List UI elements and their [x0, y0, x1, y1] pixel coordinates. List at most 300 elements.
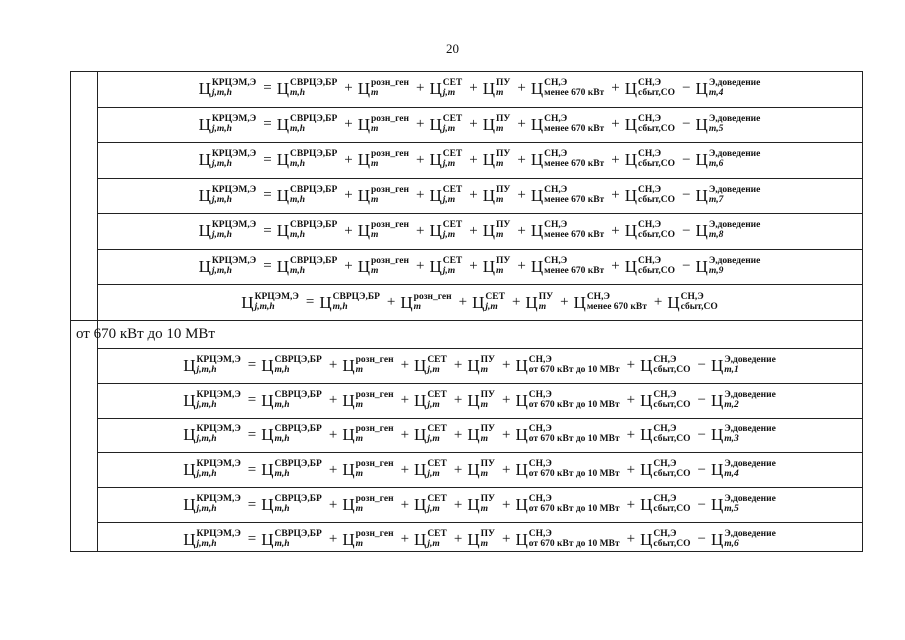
operator: − [697, 531, 706, 548]
price-symbol: Ц [710, 390, 724, 410]
operator: − [682, 258, 691, 275]
subscript: m,h [332, 301, 348, 312]
price-symbol: Ц [429, 78, 442, 98]
subscript: j,m [442, 230, 456, 241]
subscript: m,8 [708, 230, 724, 241]
superscript: розн_ген [371, 220, 409, 231]
superscript: СН,Э [544, 77, 568, 88]
sn-term [531, 221, 606, 241]
price-symbol: Ц [198, 150, 211, 170]
sbyt-term [625, 186, 677, 206]
operator: + [469, 222, 478, 239]
operator: = [263, 116, 272, 133]
price-symbol: Ц [515, 355, 528, 375]
operator: − [697, 392, 706, 409]
sbyt-term [625, 115, 677, 135]
formula-row [98, 522, 863, 557]
dovedenie-term [696, 150, 763, 170]
operator: + [517, 116, 526, 133]
price-symbol: Ц [414, 460, 427, 480]
price-symbol: Ц [515, 495, 528, 515]
subscript: m [371, 265, 379, 276]
price-symbol: Ц [667, 292, 680, 312]
price-symbol: Ц [429, 256, 442, 276]
subscript: j,m,h [196, 504, 217, 515]
price-symbol: Ц [414, 495, 427, 515]
price-symbol: Ц [342, 529, 355, 549]
svrce-term [277, 115, 340, 135]
sbyt-term [640, 460, 692, 480]
superscript: КРЦЭМ,Э [196, 424, 241, 435]
dovedenie-term [696, 221, 763, 241]
superscript: КРЦЭМ,Э [211, 220, 257, 231]
superscript: СЕТ [442, 184, 463, 195]
subscript: менее 670 кВт [544, 87, 605, 98]
operator: = [263, 222, 272, 239]
set-term [429, 79, 464, 99]
subscript: сбыт,СО [637, 87, 676, 98]
rozn-gen-term [342, 356, 395, 376]
lhs-term [199, 186, 259, 206]
operator: = [263, 187, 272, 204]
pu-term [483, 79, 513, 99]
subscript: m,h [274, 434, 290, 445]
operator: + [458, 294, 468, 310]
set-term [429, 186, 464, 206]
subscript: m [496, 123, 504, 134]
subscript: m [480, 434, 488, 445]
rozn-gen-term [342, 391, 395, 411]
price-symbol: Ц [695, 78, 708, 98]
price-symbol: Ц [695, 114, 708, 134]
superscript: СЕТ [427, 494, 447, 505]
pu-term [483, 186, 513, 206]
price-symbol: Ц [357, 185, 371, 205]
pu-term [467, 495, 497, 515]
operator: + [328, 426, 338, 443]
price-symbol: Ц [624, 221, 637, 241]
sbyt-term [625, 221, 677, 241]
sbyt-term [640, 495, 692, 515]
pu-term [467, 425, 497, 445]
price-symbol: Ц [414, 529, 427, 549]
subscript: сбыт,СО [653, 364, 691, 375]
superscript: СЕТ [427, 389, 447, 400]
dovedenie-term [711, 495, 778, 515]
subscript: m,2 [724, 399, 739, 410]
subscript: менее 670 кВт [544, 265, 605, 276]
operator: + [328, 357, 338, 374]
superscript: СН,Э [653, 528, 677, 539]
superscript: СЕТ [442, 255, 463, 266]
rozn-gen-term [342, 495, 395, 515]
superscript: ПУ [496, 220, 511, 231]
superscript: СН,Э [528, 528, 552, 539]
superscript: СВРЦЭ,БР [274, 354, 322, 365]
operator: + [415, 80, 425, 97]
superscript: Э,доведение [708, 77, 761, 88]
subscript: сбыт,СО [653, 434, 691, 445]
lhs-term [183, 425, 243, 445]
operator: + [653, 294, 663, 310]
sbyt-term [640, 356, 692, 376]
operator: + [626, 426, 636, 443]
price-symbol: Ц [342, 425, 355, 445]
pu-term [483, 257, 513, 277]
superscript: КРЦЭМ,Э [254, 291, 299, 302]
lhs-term [199, 257, 259, 277]
price-symbol: Ц [183, 495, 196, 515]
lhs-term [241, 293, 301, 313]
subscript: m [355, 504, 363, 515]
superscript: ПУ [480, 424, 495, 435]
sbyt-term [625, 79, 677, 99]
price-symbol: Ц [198, 256, 211, 276]
price-symbol: Ц [710, 425, 724, 445]
sbyt-term [667, 293, 719, 313]
pu-term [467, 460, 497, 480]
subscript: m,h [274, 538, 290, 549]
operator: + [453, 461, 463, 478]
operator: − [682, 80, 691, 97]
subscript: j,m [442, 194, 456, 205]
superscript: СВРЦЭ,БР [274, 459, 322, 470]
subscript: m [480, 504, 488, 515]
formula-row [98, 383, 863, 418]
svrce-term [261, 495, 324, 515]
superscript: Э,доведение [708, 149, 761, 160]
formula-row [98, 487, 863, 522]
subscript: j,m [427, 504, 440, 515]
subscript: j,m [442, 123, 456, 134]
price-symbol: Ц [429, 185, 442, 205]
set-term [429, 221, 464, 241]
svrce-term [261, 391, 324, 411]
operator: + [400, 357, 410, 374]
operator: − [697, 461, 706, 478]
price-symbol: Ц [261, 529, 274, 549]
subscript: m,1 [724, 364, 739, 375]
price-symbol: Ц [357, 221, 371, 241]
superscript: СН,Э [544, 149, 568, 160]
superscript: КРЦЭМ,Э [211, 77, 257, 88]
price-symbol: Ц [183, 529, 196, 549]
operator: + [453, 357, 463, 374]
set-term [429, 150, 464, 170]
subscript: m [480, 399, 488, 410]
price-symbol: Ц [640, 390, 653, 410]
operator: − [682, 151, 691, 168]
lhs-term [183, 391, 243, 411]
price-symbol: Ц [695, 150, 708, 170]
svrce-term [277, 221, 340, 241]
superscript: ПУ [496, 255, 511, 266]
subscript: сбыт,СО [637, 123, 676, 134]
subscript: m,6 [708, 159, 724, 170]
superscript: СВРЦЭ,БР [332, 291, 380, 302]
set-term [414, 530, 449, 550]
operator: + [453, 496, 463, 513]
price-symbol: Ц [241, 292, 254, 312]
subscript: j,m [427, 364, 440, 375]
price-symbol: Ц [482, 150, 496, 170]
subscript: m [355, 469, 363, 480]
operator: = [247, 496, 257, 513]
subscript: m [538, 301, 547, 312]
subscript: m [355, 364, 363, 375]
price-symbol: Ц [261, 355, 274, 375]
price-symbol: Ц [183, 460, 196, 480]
operator: + [611, 222, 620, 239]
price-symbol: Ц [695, 256, 708, 276]
operator: = [263, 258, 272, 275]
dovedenie-term [696, 257, 763, 277]
subscript: j,m,h [196, 434, 217, 445]
superscript: СН,Э [544, 113, 568, 124]
operator: = [247, 392, 257, 409]
price-symbol: Ц [482, 78, 496, 98]
price-symbol: Ц [573, 292, 586, 312]
set-term [414, 460, 449, 480]
operator: + [400, 531, 410, 548]
price-symbol: Ц [467, 355, 480, 375]
svrce-term [277, 150, 340, 170]
subscript: m [496, 230, 504, 241]
price-symbol: Ц [198, 185, 211, 205]
pu-term [525, 293, 555, 313]
operator: + [328, 392, 338, 409]
operator: + [469, 258, 478, 275]
price-symbol: Ц [530, 185, 544, 205]
operator: + [501, 531, 511, 548]
svrce-term [277, 186, 340, 206]
superscript: КРЦЭМ,Э [196, 494, 241, 505]
price-symbol: Ц [530, 221, 544, 241]
superscript: КРЦЭМ,Э [211, 184, 257, 195]
subscript: менее 670 кВт [544, 230, 605, 241]
dovedenie-term [711, 391, 778, 411]
superscript: ПУ [496, 113, 511, 124]
dovedenie-term [711, 460, 778, 480]
superscript: СВРЦЭ,БР [289, 149, 338, 160]
superscript: Э,доведение [724, 459, 776, 470]
price-symbol: Ц [472, 292, 485, 312]
rozn-gen-term [358, 221, 411, 241]
superscript: Э,доведение [708, 220, 761, 231]
operator: = [247, 531, 257, 548]
dovedenie-term [696, 79, 763, 99]
subscript: m,9 [708, 265, 724, 276]
sn-term [515, 460, 621, 480]
svrce-term [261, 460, 324, 480]
superscript: КРЦЭМ,Э [196, 354, 241, 365]
price-symbol: Ц [624, 150, 637, 170]
superscript: розн_ген [371, 149, 409, 160]
superscript: Э,доведение [724, 494, 776, 505]
lhs-term [183, 495, 243, 515]
superscript: СН,Э [544, 255, 568, 266]
price-symbol: Ц [183, 390, 196, 410]
operator: + [611, 258, 620, 275]
operator: + [611, 80, 620, 97]
price-symbol: Ц [183, 425, 196, 445]
price-symbol: Ц [342, 355, 355, 375]
superscript: Э,доведение [708, 255, 761, 266]
price-symbol: Ц [530, 114, 544, 134]
sbyt-term [640, 425, 692, 445]
price-symbol: Ц [261, 460, 274, 480]
subscript: менее 670 кВт [544, 159, 605, 170]
superscript: СН,Э [653, 459, 677, 470]
superscript: КРЦЭМ,Э [196, 459, 241, 470]
superscript: ПУ [496, 149, 511, 160]
operator: + [469, 116, 478, 133]
price-symbol: Ц [183, 355, 196, 375]
svrce-term [277, 257, 340, 277]
price-symbol: Ц [515, 390, 528, 410]
price-symbol: Ц [710, 529, 724, 549]
pu-term [483, 115, 513, 135]
price-symbol: Ц [342, 495, 355, 515]
superscript: розн_ген [371, 184, 409, 195]
sn-term [515, 356, 621, 376]
svrce-term [261, 425, 324, 445]
svrce-term [319, 293, 382, 313]
superscript: КРЦЭМ,Э [211, 113, 257, 124]
operator: + [415, 222, 425, 239]
price-symbol: Ц [342, 390, 355, 410]
superscript: СН,Э [637, 220, 662, 231]
price-symbol: Ц [640, 460, 653, 480]
subscript: сбыт,СО [637, 194, 676, 205]
price-symbol: Ц [319, 292, 332, 312]
svrce-term [261, 530, 324, 550]
operator: + [469, 80, 478, 97]
subscript: j,m,h [254, 301, 275, 312]
operator: + [400, 392, 410, 409]
price-symbol: Ц [482, 256, 496, 276]
subscript: m,5 [724, 504, 739, 515]
superscript: розн_ген [413, 291, 452, 302]
superscript: СН,Э [528, 494, 552, 505]
superscript: розн_ген [371, 113, 409, 124]
rozn-gen-term [358, 150, 411, 170]
subscript: m,h [274, 364, 290, 375]
lhs-term [199, 79, 259, 99]
subscript: j,m,h [211, 230, 232, 241]
subscript: от 670 кВт до 10 МВт [528, 434, 620, 445]
lhs-term [199, 150, 259, 170]
superscript: СВРЦЭ,БР [289, 113, 338, 124]
subscript: j,m,h [211, 87, 232, 98]
superscript: СН,Э [586, 291, 610, 302]
subscript: сбыт,СО [680, 301, 718, 312]
superscript: СН,Э [653, 389, 677, 400]
subscript: m [371, 194, 379, 205]
subscript: m [480, 469, 488, 480]
sn-term [531, 257, 606, 277]
price-symbol: Ц [624, 256, 637, 276]
subscript: m [371, 123, 379, 134]
sn-term [531, 150, 606, 170]
superscript: розн_ген [355, 424, 394, 435]
subscript: m [480, 364, 488, 375]
formula-row [98, 418, 863, 453]
dovedenie-term [696, 115, 763, 135]
subscript: сбыт,СО [653, 504, 691, 515]
superscript: ПУ [480, 389, 495, 400]
superscript: СН,Э [637, 113, 662, 124]
price-symbol: Ц [276, 78, 289, 98]
operator: − [682, 187, 691, 204]
superscript: ПУ [480, 459, 495, 470]
price-symbol: Ц [414, 390, 427, 410]
superscript: СЕТ [442, 149, 463, 160]
operator: + [469, 187, 478, 204]
superscript: КРЦЭМ,Э [211, 149, 257, 160]
subscript: j,m [427, 469, 440, 480]
subscript: m [355, 538, 363, 549]
subscript: от 670 кВт до 10 МВт [528, 504, 620, 515]
operator: + [344, 151, 353, 168]
superscript: СВРЦЭ,БР [289, 255, 338, 266]
svrce-term [261, 356, 324, 376]
subscript: j,m [442, 159, 456, 170]
operator: + [386, 294, 396, 310]
subscript: m,h [289, 159, 306, 170]
subscript: m,h [289, 230, 306, 241]
superscript: СН,Э [653, 354, 677, 365]
operator: + [517, 151, 526, 168]
lhs-term [199, 115, 259, 135]
pu-term [483, 221, 513, 241]
set-term [429, 115, 464, 135]
formula-row [98, 213, 863, 249]
formula-row [98, 71, 863, 107]
price-symbol: Ц [467, 529, 480, 549]
price-symbol: Ц [276, 114, 289, 134]
subscript: m [355, 399, 363, 410]
price-symbol: Ц [530, 256, 544, 276]
formula-row [98, 348, 863, 383]
pu-term [467, 391, 497, 411]
price-symbol: Ц [482, 221, 496, 241]
sn-term [515, 530, 621, 550]
subscript: m,3 [724, 434, 739, 445]
rozn-gen-term [400, 293, 453, 313]
price-symbol: Ц [624, 185, 637, 205]
superscript: СН,Э [544, 220, 568, 231]
price-symbol: Ц [640, 495, 653, 515]
subscript: менее 670 кВт [544, 194, 605, 205]
price-symbol: Ц [429, 150, 442, 170]
sbyt-term [625, 257, 677, 277]
superscript: Э,доведение [708, 113, 761, 124]
sn-term [531, 186, 606, 206]
subscript: j,m [427, 399, 440, 410]
operator: + [344, 80, 353, 97]
lhs-term [183, 460, 243, 480]
superscript: СВРЦЭ,БР [274, 389, 322, 400]
superscript: розн_ген [355, 354, 394, 365]
operator: − [682, 222, 691, 239]
superscript: ПУ [480, 354, 495, 365]
superscript: ПУ [496, 77, 511, 88]
subscript: j,m,h [211, 159, 232, 170]
table-left-column [70, 71, 98, 552]
subscript: j,m,h [211, 265, 232, 276]
operator: + [626, 357, 636, 374]
